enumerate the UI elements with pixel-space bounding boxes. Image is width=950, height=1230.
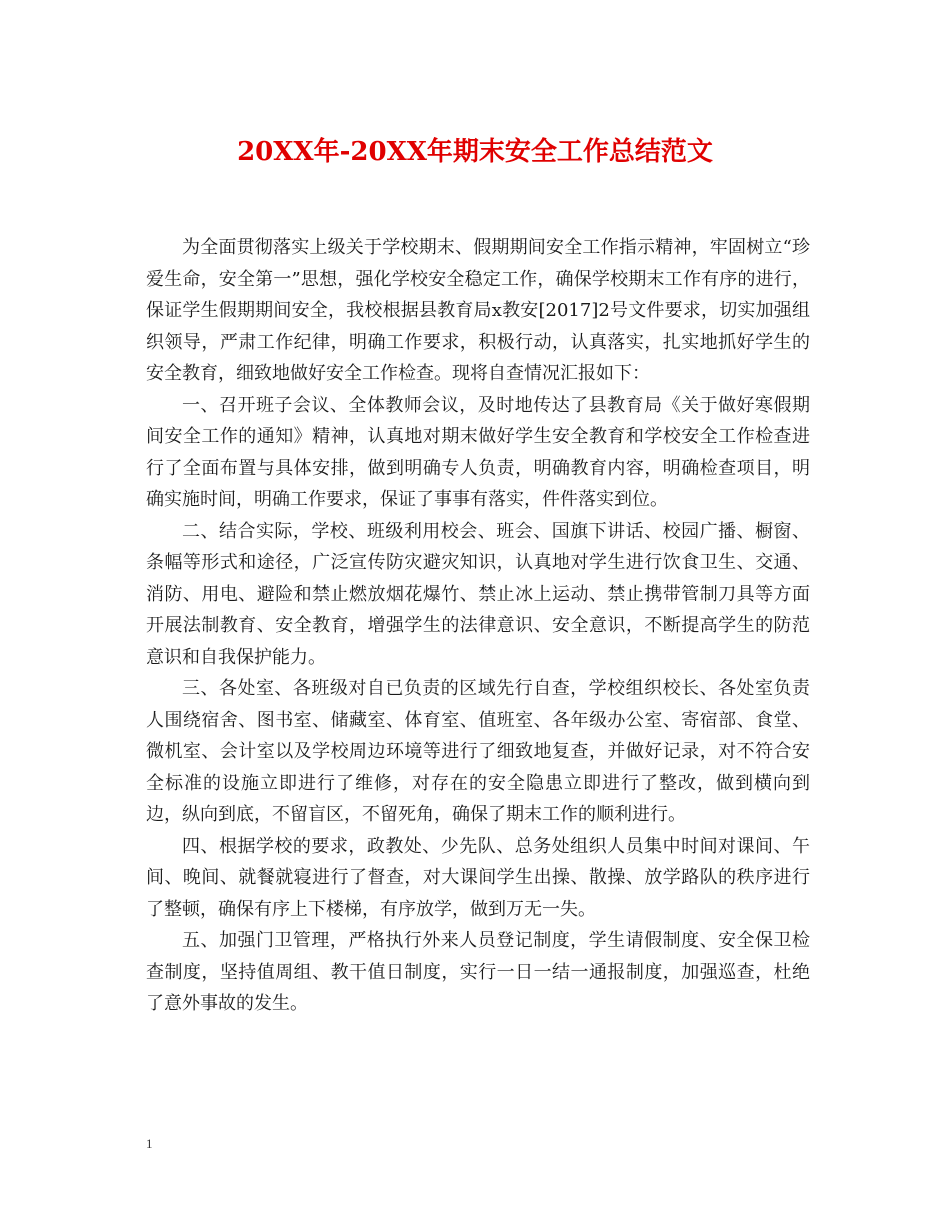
- paragraph-item-4: 四、根据学校的要求，政教处、少先队、总务处组织人员集中时间对课间、午间、晚间、就餐就寝进行了督查，对大课间学生出操、散操、放学路队的秩序进行了整顿，确保有序上下楼梯，有序放学，做到万无一失。: [146, 835, 810, 920]
- paragraph-item-5: 五、加强门卫管理，严格执行外来人员登记制度，学生请假制度、安全保卫检查制度，坚持值周组、教干值日制度，实行一日一结一通报制度，加强巡查，杜绝了意外事故的发生。: [146, 930, 810, 1014]
- page-number: 1: [146, 1136, 153, 1151]
- paragraph-intro: 为全面贯彻落实上级关于学校期末、假期期间安全工作指示精神，牢固树立“珍爱生命，安全第一”思想，强化学校安全稳定工作，确保学校期末工作有序的进行，保证学生假期期间安全，我校根据县教育局x教安[2017]2号文件要求，切实加强组织领导，严肃工作纪律，明确工作要求，积极行动，认真落实，扎实地抓好学生的安全教育，细致地做好安全工作检查。现将自查情况汇报如下：: [146, 237, 810, 384]
- document-body: [146, 232, 810, 1020]
- paragraph-item-1: 一、召开班子会议、全体教师会议，及时地传达了县教育局《关于做好寒假期间安全工作的通知》精神，认真地对期末做好学生安全教育和学校安全工作检查进行了全面布置与具体安排，做到明确专人负责，明确教育内容，明确检查项目，明确实施时间，明确工作要求，保证了事事有落实，件件落实到位。: [146, 394, 810, 510]
- document-title: 20XX年-20XX年期末安全工作总结范文: [237, 137, 713, 167]
- paragraph-item-3: 三、各处室、各班级对自已负责的区域先行自查，学校组织校长、各处室负责人围绕宿舍、图书室、储藏室、体育室、值班室、各年级办公室、寄宿部、食堂、微机室、会计室以及学校周边环境等进行了细致地复查，并做好记录，对不符合安全标准的设施立即进行了维修，对存在的安全隐患立即进行了整改，做到横向到边，纵向到底，不留盲区，不留死角，确保了期末工作的顺利进行。: [146, 678, 810, 825]
- paragraph-item-2: 二、结合实际，学校、班级利用校会、班会、国旗下讲话、校园广播、橱窗、条幅等形式和途径，广泛宣传防灾避灾知识，认真地对学生进行饮食卫生、交通、消防、用电、避险和禁止燃放烟花爆竹、禁止冰上运动、禁止携带管制刀具等方面开展法制教育、安全教育，增强学生的法律意识、安全意识，不断提高学生的防范意识和自我保护能力。: [146, 520, 810, 668]
